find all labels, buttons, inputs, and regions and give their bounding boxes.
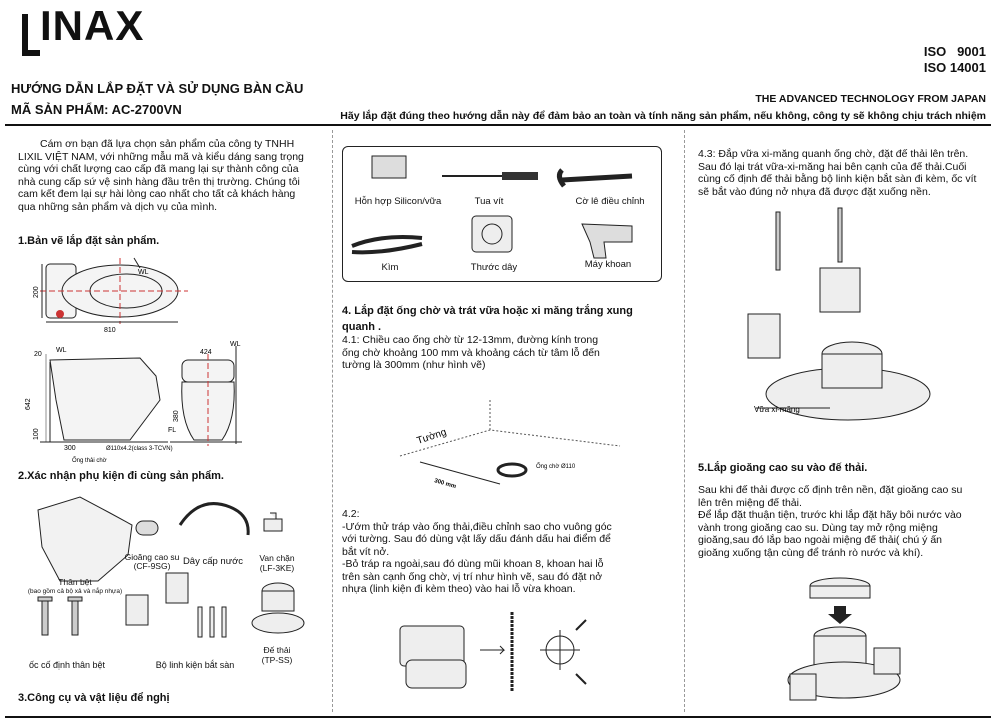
- hose-label: Dây cấp nước: [182, 556, 244, 567]
- dim-810: 810: [104, 327, 116, 334]
- intro-line: qua những sản phẩm và dịch vụ của mình.: [18, 200, 218, 213]
- dim-642: 642: [25, 398, 32, 410]
- text-line: gioăng,sau đó lắp bao ngoài miệng đế thải( chú ý ấn: [698, 534, 943, 546]
- pipe-spec: Ø110x4.2(class 3-TCVN): [106, 446, 173, 452]
- pipe-ring: [498, 464, 526, 476]
- tool-wrench: Cờ lê điều chỉnh: [575, 196, 645, 207]
- text-line: nhựa (linh kiện đi kèm theo) vào hai lỗ vừa khoan.: [342, 583, 576, 595]
- dim-300mm: 300 mm: [433, 478, 457, 491]
- body-label: Thân bệt: [58, 577, 92, 587]
- screws-label: ốc cố định thân bệt: [28, 660, 106, 670]
- kit-label: Bộ linh kiện bắt sàn: [155, 660, 235, 670]
- text-line: cùng cố định đế thải bằng bộ linh kiện bắt sàn đi kèm, ốc vít: [698, 173, 977, 185]
- text-line: -Bỏ tráp ra ngoài,sau đó dùng mũi khoan 8, khoan hai lỗ: [342, 558, 604, 570]
- dim-380: 380: [173, 410, 180, 422]
- text-line: lên trên miệng đế thải.: [698, 496, 802, 509]
- dim-fl: FL: [168, 427, 177, 434]
- text-line: -Ướm thử tráp vào ống thải,điều chỉnh sao cho vuông góc: [342, 520, 612, 533]
- section-4-heading: [342, 303, 633, 335]
- tool-pliers: Kìm: [381, 262, 399, 273]
- drilling-diagram: [400, 606, 640, 702]
- valve-caption: [252, 553, 302, 573]
- text-line: vành trong gioăng cao su. Dùng tay mở rộng miệng: [698, 521, 938, 534]
- kit-illustration: [126, 573, 226, 637]
- base-caption: [252, 645, 302, 665]
- silicon-icon: [372, 156, 406, 178]
- tool-screwdriver: Tua vít: [474, 196, 504, 207]
- warning-note: Hãy lắp đặt đúng theo hướng dẫn này để đảm bảo an toàn và tính năng sản phẩm, nếu không, công ty sẽ không chịu trách nhiệm: [340, 110, 986, 122]
- step-5-text: [698, 484, 962, 559]
- intro-line: Cám ơn bạn đã lựa chọn sản phẩm của công ty TNHH: [40, 138, 295, 150]
- iso-14001: ISO 14001: [923, 60, 986, 75]
- text-line: 4.2:: [342, 508, 360, 520]
- tool-tape: Thước dây: [470, 262, 518, 273]
- screw-illustrations: [38, 597, 82, 635]
- dim-100: 100: [33, 428, 40, 440]
- text-line: trên sàn cạnh ống chờ, vị trí như hình vẽ, sau đó đặt nở: [342, 570, 603, 583]
- toilet-body-illustration: [38, 497, 132, 581]
- step-4-3-text: [698, 148, 976, 198]
- pipe-tag: Ống chờ Ø110: [536, 464, 576, 470]
- tool-drill: Máy khoan: [584, 259, 632, 270]
- toilet-side-view: [40, 354, 168, 442]
- base-label: Đế thải: [263, 645, 291, 655]
- base-illustration: [252, 583, 304, 633]
- text-line: ống chờ khoảng 100 mm và khoảng cách từ tâm lỗ đến: [342, 346, 600, 359]
- base-installation-diagram: [740, 208, 930, 442]
- dim-20: 20: [34, 351, 42, 358]
- slogan: THE ADVANCED TECHNOLOGY FROM JAPAN: [755, 93, 986, 105]
- dim-300: 300: [64, 445, 76, 452]
- tool-silicon: Hỗn hợp Silicon/vữa: [354, 196, 442, 207]
- page-title: HƯỚNG DẪN LẮP ĐẶT VÀ SỬ DỤNG BÀN CẦU: [11, 81, 304, 96]
- body-caption: [20, 578, 130, 596]
- column-divider-1: [332, 130, 333, 712]
- wrench-icon: [559, 170, 632, 186]
- intro-line: cam kết đem lại sự hài lòng cao nhất cho tất cả khách hàng: [18, 188, 296, 200]
- gasket-illustration: [136, 521, 158, 535]
- drill-icon: [582, 224, 632, 258]
- dim-wl-top: WL: [138, 269, 149, 276]
- gasket-installation-diagram: [790, 570, 940, 710]
- text-line: với tường. Sau đó dùng vật lấy dấu đánh dấu hai điểm để: [342, 533, 611, 545]
- step-4-2-text: [342, 508, 612, 596]
- section-3-heading: 3.Công cụ và vật liệu để nghị: [18, 692, 170, 704]
- gasket-label: Gioăng cao su: [124, 552, 180, 562]
- text-line: Sau đó lại trát vữa-xi-măng hai bên cạnh của đế thải.Cuối: [698, 160, 967, 173]
- brand-logo: INAX: [40, 2, 145, 49]
- body-note: (bao gồm cả bộ xả và nắp nhựa): [27, 588, 123, 595]
- text-line: tường là 300mm (như hình vẽ): [342, 359, 486, 371]
- intro-line: cùng với chất lượng cao cấp đã mang lại sự thành công của: [18, 163, 299, 175]
- text-line: bắt vít nở.: [342, 545, 390, 558]
- section-4-line: quanh .: [342, 321, 382, 333]
- base-code: (TP-SS): [261, 655, 293, 665]
- dim-wl-front: WL: [230, 341, 241, 348]
- gasket-code: (CF-9SG): [133, 561, 171, 571]
- dim-424: 424: [200, 349, 212, 356]
- valve-illustration: [264, 513, 282, 531]
- section-1-heading: 1.Bản vẽ lắp đặt sản phẩm.: [18, 235, 160, 247]
- hose-illustration: [180, 504, 248, 535]
- section-2-heading: 2.Xác nhận phụ kiện đi cùng sản phẩm.: [18, 470, 224, 482]
- installation-drawing: [20, 250, 250, 465]
- text-line: 4.1: Chiều cao ống chờ từ 12-13mm, đường kính trong: [342, 334, 599, 346]
- dim-200: 200: [33, 286, 40, 298]
- text-line: Sau khi đế thải được cố định trên nền, đặt gioăng cao su: [698, 484, 963, 496]
- step-4-1-text: [342, 334, 600, 372]
- text-line: sẽ bắt vào đúng nở nhựa đã được đặt xuống nền.: [698, 185, 931, 198]
- pliers-icon: [352, 237, 422, 252]
- footer-rule: [5, 716, 991, 718]
- column-divider-2: [684, 130, 685, 712]
- intro-line: nhà cung cấp sứ vệ sinh hàng đầu trên thị trường. Chúng tôi: [18, 175, 300, 188]
- text-line: 4.3: Đắp vữa xi-măng quanh ống chờ, đặt đế thải lên trên.: [698, 148, 969, 160]
- intro-paragraph: [18, 138, 323, 213]
- dim-wl-side: WL: [56, 347, 67, 354]
- iso-certifications: [924, 44, 986, 76]
- pipe-position-diagram: [400, 400, 630, 500]
- header-rule: [5, 124, 991, 126]
- product-code: MÃ SẢN PHẨM: AC-2700VN: [11, 102, 182, 117]
- iso-9001: ISO 9001: [923, 44, 986, 59]
- text-line: Để lắp đặt thuận tiện, trước khi lắp đặt hãy bôi nước vào: [698, 509, 962, 521]
- section-4-line: 4. Lắp đặt ống chờ và trát vữa hoặc xi măng trắng xung: [342, 305, 633, 317]
- tape-measure-icon: [472, 216, 512, 252]
- valve-code: (LF-3KE): [259, 563, 295, 573]
- gasket-caption: [124, 553, 180, 571]
- valve-label: Van chặn: [259, 553, 295, 563]
- wall-label: Tường: [415, 426, 448, 447]
- screwdriver-handle: [502, 172, 538, 180]
- text-line: gioăng xuống tận cùng để tránh rò nước và khí).: [698, 546, 924, 559]
- pipe-label: Ống thải chờ: [72, 458, 107, 464]
- logo-bracket: [22, 14, 40, 56]
- toilet-front-view: [170, 346, 242, 446]
- section-5-heading: 5.Lắp gioăng cao su vào đế thải.: [698, 462, 868, 474]
- intro-line: LIXIL VIỆT NAM, với những mẫu mã và kiểu dáng sang trọng: [18, 150, 304, 163]
- drain-marker: [56, 310, 64, 318]
- mortar-label: Vữa xi-măng: [754, 405, 800, 414]
